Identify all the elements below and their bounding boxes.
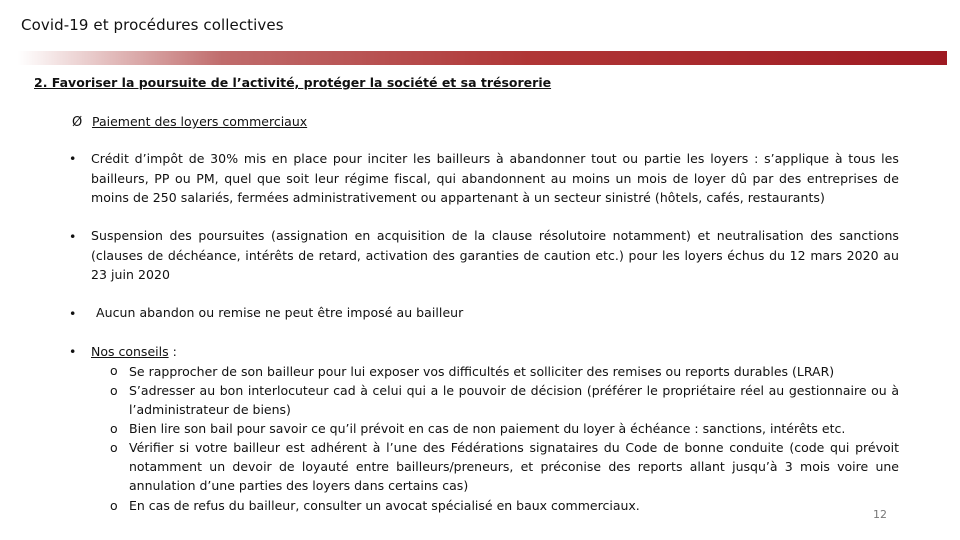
tip-marker: o — [110, 383, 118, 398]
bullet-icon: • — [69, 151, 77, 166]
sub-heading — [72, 114, 307, 130]
bullet-icon: • — [69, 344, 77, 359]
tip-marker: o — [110, 440, 118, 455]
tip-marker: o — [110, 498, 118, 513]
tip-marker: o — [110, 363, 118, 378]
tip-item: En cas de refus du bailleur, consulter un avocat spécialisé en baux commerciaux. — [129, 498, 640, 513]
bullet-icon: • — [69, 229, 77, 244]
slide-title: Covid-19 et procédures collectives — [21, 16, 284, 34]
tip-item: Se rapprocher de son bailleur pour lui exposer vos difficultés et solliciter des remises ou reports durables (LRAR) — [129, 364, 835, 379]
paragraph-tax-credit: Crédit d’impôt de 30% mis en place pour inciter les bailleurs à abandonner tout ou partie les loyers : s’applique à tous les bailleurs, PP ou PM, quel que soit leur régime fiscal, qui abandonnent au moins un mois de loyer dû par des entreprises de moins de 250 salariés, fermées administrativement ou appartenant à un secteur sinistré (hôtels, cafés, restaurants) — [91, 151, 899, 205]
tip-item: Vérifier si votre bailleur est adhérent à l’une des Fédérations signataires du Code de bonne conduite (code qui prévoit notamment un devoir de loyauté entre bailleurs/preneurs, et préconise des reports allant jusqu’à 3 mois voire une annulation d’une parties des loyers dans certains cas) — [129, 440, 899, 494]
title-accent-bar — [18, 51, 947, 65]
tip-item: Bien lire son bail pour savoir ce qu’il prévoit en cas de non paiement du loyer à échéance : sanctions, intérêts etc. — [129, 421, 846, 436]
paragraph-no-waiver: Aucun abandon ou remise ne peut être imposé au bailleur — [96, 305, 464, 320]
paragraph-suspension: Suspension des poursuites (assignation en acquisition de la clause résolutoire notamment) et neutralisation des sanctions (clauses de déchéance, intérêts de retard, activation des garanties de caution etc.) pour les loyers échus du 12 mars 2020 au 23 juin 2020 — [91, 228, 899, 282]
arrow-bullet-icon: Ø — [72, 115, 83, 130]
tip-marker: o — [110, 421, 118, 436]
tips-label: Nos conseils — [91, 344, 169, 359]
bullet-icon: • — [69, 306, 77, 321]
tips-heading — [91, 344, 177, 359]
tip-item: S’adresser au bon interlocuteur cad à celui qui a le pouvoir de décision (préférer le propriétaire réel au gestionnaire ou à l’administrateur de biens) — [129, 383, 899, 418]
section-heading: 2. Favoriser la poursuite de l’activité, protéger la société et sa trésorerie — [34, 75, 552, 90]
page-number: 12 — [873, 508, 887, 521]
tips-colon: : — [168, 344, 177, 359]
sub-heading-label: Paiement des loyers commerciaux — [91, 114, 308, 129]
